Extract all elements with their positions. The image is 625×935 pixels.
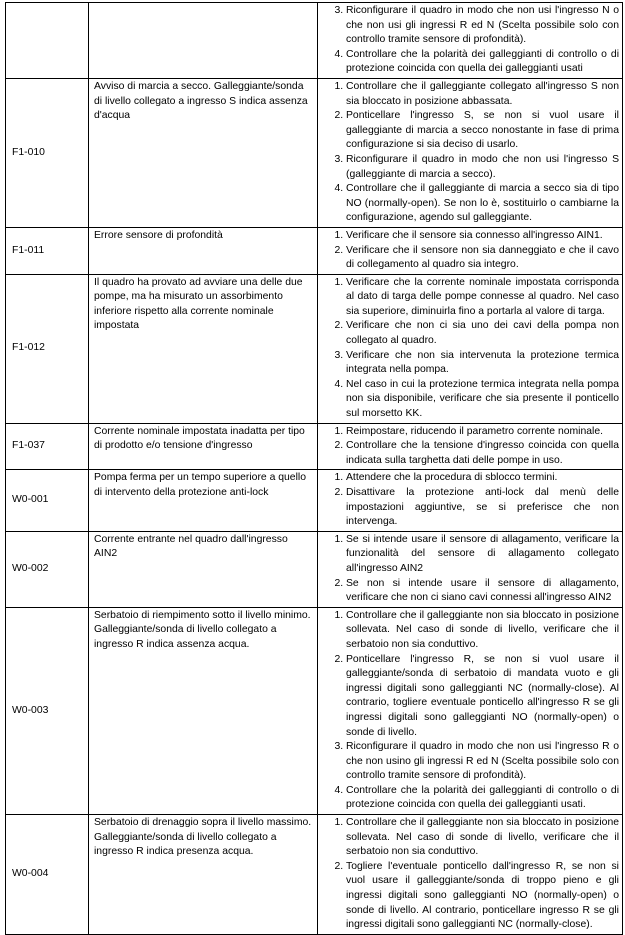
description-cell: Errore sensore di profondità [89, 227, 318, 274]
error-code-cell: F1-037 [6, 423, 89, 470]
actions-cell [318, 274, 623, 423]
description-cell: Serbatoio di drenaggio sopra il livello massimo. Galleggiante/sonda di livello collegato a ingresso R indica presenza acqua. [89, 815, 318, 935]
action-item: 2. Disattivare la protezione anti-lock dal menù delle impostazioni aggiuntive, se si preferisce che non intervenga. [346, 486, 619, 530]
action-item: 4. Nel caso in cui la protezione termica integrata nella pompa non sia disponibile, verificare che sia presente il ponticello sul morsetto KK. [346, 378, 619, 422]
error-code-cell: W0-001 [6, 470, 89, 531]
actions-cell [318, 815, 623, 935]
action-item: 1. Reimpostare, riducendo il parametro corrente nominale. [346, 425, 619, 440]
description-cell: Serbatoio di riempimento sotto il livello minimo. Galleggiante/sonda di livello collegato a ingresso R indica assenza acqua. [89, 607, 318, 814]
action-list [323, 533, 619, 606]
action-item: 1. Attendere che la procedura di sblocco termini. [346, 471, 619, 486]
actions-cell [318, 78, 623, 227]
action-item: 3. Riconfigurare il quadro in modo che non usi l'ingresso R o che non usino gli ingressi R ed N (Scelta possibile solo con controllo tramite sensore di profondità). [346, 740, 619, 784]
action-list [323, 80, 619, 226]
description-cell: Il quadro ha provato ad avviare una delle due pompe, ma ha misurato un assorbimento inferiore rispetto alla corrente nominale impostata [89, 274, 318, 423]
error-code-cell: W0-002 [6, 531, 89, 607]
action-list [323, 276, 619, 422]
actions-cell [318, 227, 623, 274]
error-code-cell: F1-012 [6, 274, 89, 423]
description-cell [89, 3, 318, 79]
action-item: 1. Se si intende usare il sensore di allagamento, verificare la funzionalità del sensore di allagamento collegato all'ingresso AIN2 [346, 533, 619, 577]
error-code-cell [6, 3, 89, 79]
error-code-cell: F1-011 [6, 227, 89, 274]
description-cell: Corrente nominale impostata inadatta per tipo di prodotto e/o tensione d'ingresso [89, 423, 318, 470]
description-cell: Pompa ferma per un tempo superiore a quello di intervento della protezione anti-lock [89, 470, 318, 531]
action-item: 4. Controllare che la polarità dei galleggianti di controllo o di protezione coincida con quella dei galleggianti usati. [346, 784, 619, 813]
action-list [323, 229, 619, 273]
action-item: 3. Verificare che non sia intervenuta la protezione termica integrata nella pompa. [346, 349, 619, 378]
table-row [6, 470, 623, 531]
action-item: 2. Verificare che il sensore non sia danneggiato e che il cavo di collegamento al quadro sia integro. [346, 244, 619, 273]
action-item: 1. Controllare che il galleggiante non sia bloccato in posizione sollevata. Nel caso di sonde di livello, verificare che il serbatoio non sia conduttivo. [346, 816, 619, 860]
description-cell: Avviso di marcia a secco. Galleggiante/sonda di livello collegato a ingresso S indica assenza d'acqua [89, 78, 318, 227]
error-code-cell: F1-010 [6, 78, 89, 227]
action-item: 3. Riconfigurare il quadro in modo che non usi l'ingresso S (galleggiante di marcia a secco). [346, 153, 619, 182]
table-row [6, 78, 623, 227]
troubleshooting-table [5, 2, 623, 935]
action-item: 4. Controllare che la polarità dei galleggianti di controllo o di protezione coincida con quella dei galleggianti usati [346, 48, 619, 77]
actions-cell [318, 607, 623, 814]
table-row [6, 531, 623, 607]
actions-cell [318, 3, 623, 79]
table-body [6, 3, 623, 935]
actions-cell [318, 531, 623, 607]
error-code-cell: W0-003 [6, 607, 89, 814]
table-row [6, 227, 623, 274]
action-item: 2. Ponticellare l'ingresso S, se non si vuol usare il galleggiante di marcia a secco nonostante in fase di prima configurazione si sia deciso di usarlo. [346, 109, 619, 153]
table-row [6, 423, 623, 470]
table-row [6, 274, 623, 423]
action-item: 4. Controllare che il galleggiante di marcia a secco sia di tipo NO (normally-open). Se non lo è, sostituirlo o cambiarne la configurazione, agendo sul galleggiante. [346, 182, 619, 226]
error-code-cell: W0-004 [6, 815, 89, 935]
table-row [6, 607, 623, 814]
action-list [323, 609, 619, 813]
action-item: 1. Verificare che il sensore sia connesso all'ingresso AIN1. [346, 229, 619, 244]
actions-cell [318, 423, 623, 470]
description-cell: Corrente entrante nel quadro dall'ingresso AIN2 [89, 531, 318, 607]
action-item: 2. Ponticellare l'ingresso R, se non si vuol usare il galleggiante/sonda di serbatoio di mandata vuoto e gli ingressi digitali sono galleggianti NC (normally-close). Al contrario, togliere eventuale ponticello all'ingresso R se gli ingressi digitali sono galleggianti NO (normally-open) o sonde di livello. [346, 653, 619, 741]
actions-cell [318, 470, 623, 531]
table-row [6, 815, 623, 935]
action-list [323, 471, 619, 529]
action-item: 2. Verificare che non ci sia uno dei cavi della pompa non collegato al quadro. [346, 319, 619, 348]
action-item: 1. Verificare che la corrente nominale impostata corrisponda al dato di targa delle pompe connesse al quadro. Nel caso sia superiore, diminuirla fino a portarla al valore di targa. [346, 276, 619, 320]
action-item: 1. Controllare che il galleggiante collegato all'ingresso S non sia bloccato in posizione abbassata. [346, 80, 619, 109]
action-list [323, 425, 619, 469]
action-item: 2. Togliere l'eventuale ponticello dall'ingresso R, se non si vuol usare il galleggiante/sonda di troppo pieno e gli ingressi digitali sono galleggianti NO (normally-open) o sonde di livello. Al contrario, ponticellare ingresso R se gli ingressi digitali sono galleggianti NC (normally-close). [346, 860, 619, 933]
action-item: 2. Controllare che la tensione d'ingresso coincida con quella indicata sulla targhetta dati delle pompe in uso. [346, 439, 619, 468]
action-list [323, 4, 619, 77]
action-item: 2. Se non si intende usare il sensore di allagamento, verificare che non ci siano cavi connessi all'ingresso AIN2 [346, 577, 619, 606]
action-item: 1. Controllare che il galleggiante non sia bloccato in posizione sollevata. Nel caso di sonde di livello, verificare che il serbatoio non sia conduttivo. [346, 609, 619, 653]
action-item: 3. Riconfigurare il quadro in modo che non usi l'ingresso N o che non usi gli ingressi R ed N (Scelta possibile solo con controllo tramite sensore di profondità). [346, 4, 619, 48]
table-row [6, 3, 623, 79]
action-list [323, 816, 619, 933]
